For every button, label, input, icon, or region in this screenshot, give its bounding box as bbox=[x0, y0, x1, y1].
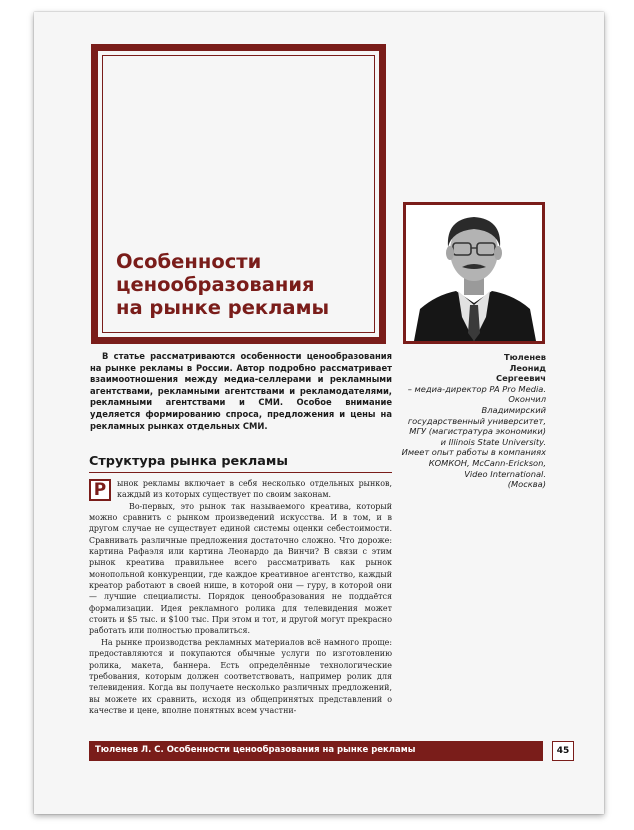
author-bio-line: Video International. bbox=[464, 468, 546, 479]
author-bio-line: и Illinois State University. bbox=[440, 436, 546, 447]
body-paragraph: На рынке производства рекламных материалов всё намного проще: предоставляются и покупаются обычные услуги по изготовлению ролика, макета, баннера. Есть определённые технологические требования, которым должен соответствовать, например ролик для телевидения. Когда вы получаете несколько различных предложений, вы можете их сравнить, исходя из общепринятых представлений о качестве и цене, вполне понятных всем участни- bbox=[89, 637, 392, 715]
title-frame bbox=[91, 44, 386, 344]
author-block bbox=[397, 352, 546, 490]
running-title: Тюленев Л. С. Особенности ценообразования на рынке рекламы bbox=[95, 745, 416, 755]
article-title bbox=[116, 250, 329, 319]
page-number: 45 bbox=[552, 741, 574, 761]
author-bio-line: Имеет опыт работы в компаниях bbox=[401, 447, 546, 458]
author-bio-line: Окончил bbox=[508, 394, 546, 405]
author-bio-line: (Москва) bbox=[507, 479, 546, 490]
section-divider bbox=[89, 472, 392, 473]
article-abstract: В статье рассматриваются особенности ценообразования на рынке рекламы в России. Автор подробно рассматривает взаимоотношения между медиа-селлерами и рекламными агентствами, рекламными агентствами и рекламодателями, рекламными агентствами и СМИ. Особое внимание уделяется формированию спроса, предложения и цены на рекламных рынках отдельных СМИ. bbox=[90, 351, 392, 431]
title-line: ценообразования bbox=[116, 273, 315, 296]
paragraph-text: ынок рекламы включает в себя несколько отдельных рынков, каждый из которых существует по своим законам. bbox=[117, 479, 392, 500]
author-name-line: Сергеевич bbox=[495, 373, 546, 384]
dropcap-letter: Р bbox=[89, 479, 111, 501]
author-name-line: Тюленев bbox=[503, 352, 546, 362]
section-heading: Структура рынка рекламы bbox=[89, 454, 288, 469]
author-bio-line: КОМКОН, McCann-Erickson, bbox=[428, 457, 546, 468]
body-paragraph: Во-первых, это рынок так называемого креатива, который можно сравнить с рынком произведений искусства. И в том, и в другом случае не существует единой системы оценки себестоимости. Сравнивать различные предложения достаточно сложно. Что дороже: картина Рафаэля или картина Леонардо да Винчи? В связи с этим рынок креатива правильнее всего рассматривать как рынок монопольной конкуренции, где каждое креативное агентство, каждый креатор работают в своей нише, в которой они — гуру, в которой они — лучшие специалисты. Порядок ценообразования не поддаётся формализации. Идея рекламного ролика для телевидения может стоить и $5 тыс. и $100 тыс. При этом и тот, и другой могут прекрасно работать или полностью провалиться. bbox=[89, 501, 392, 636]
author-bio-line: – медиа-директор PA Pro Media. bbox=[407, 383, 546, 394]
title-line: Особенности bbox=[116, 250, 262, 273]
title-line: на рынке рекламы bbox=[116, 296, 330, 319]
author-bio-line: Владимирский bbox=[481, 404, 546, 415]
body-paragraph bbox=[89, 478, 392, 501]
author-photo bbox=[403, 202, 545, 344]
author-name-line: Леонид bbox=[509, 362, 546, 373]
author-bio-line: государственный университет, bbox=[407, 415, 546, 426]
article-body bbox=[89, 478, 392, 716]
author-portrait-icon bbox=[406, 205, 542, 341]
author-bio-line: МГУ (магистратура экономики) bbox=[409, 426, 546, 437]
